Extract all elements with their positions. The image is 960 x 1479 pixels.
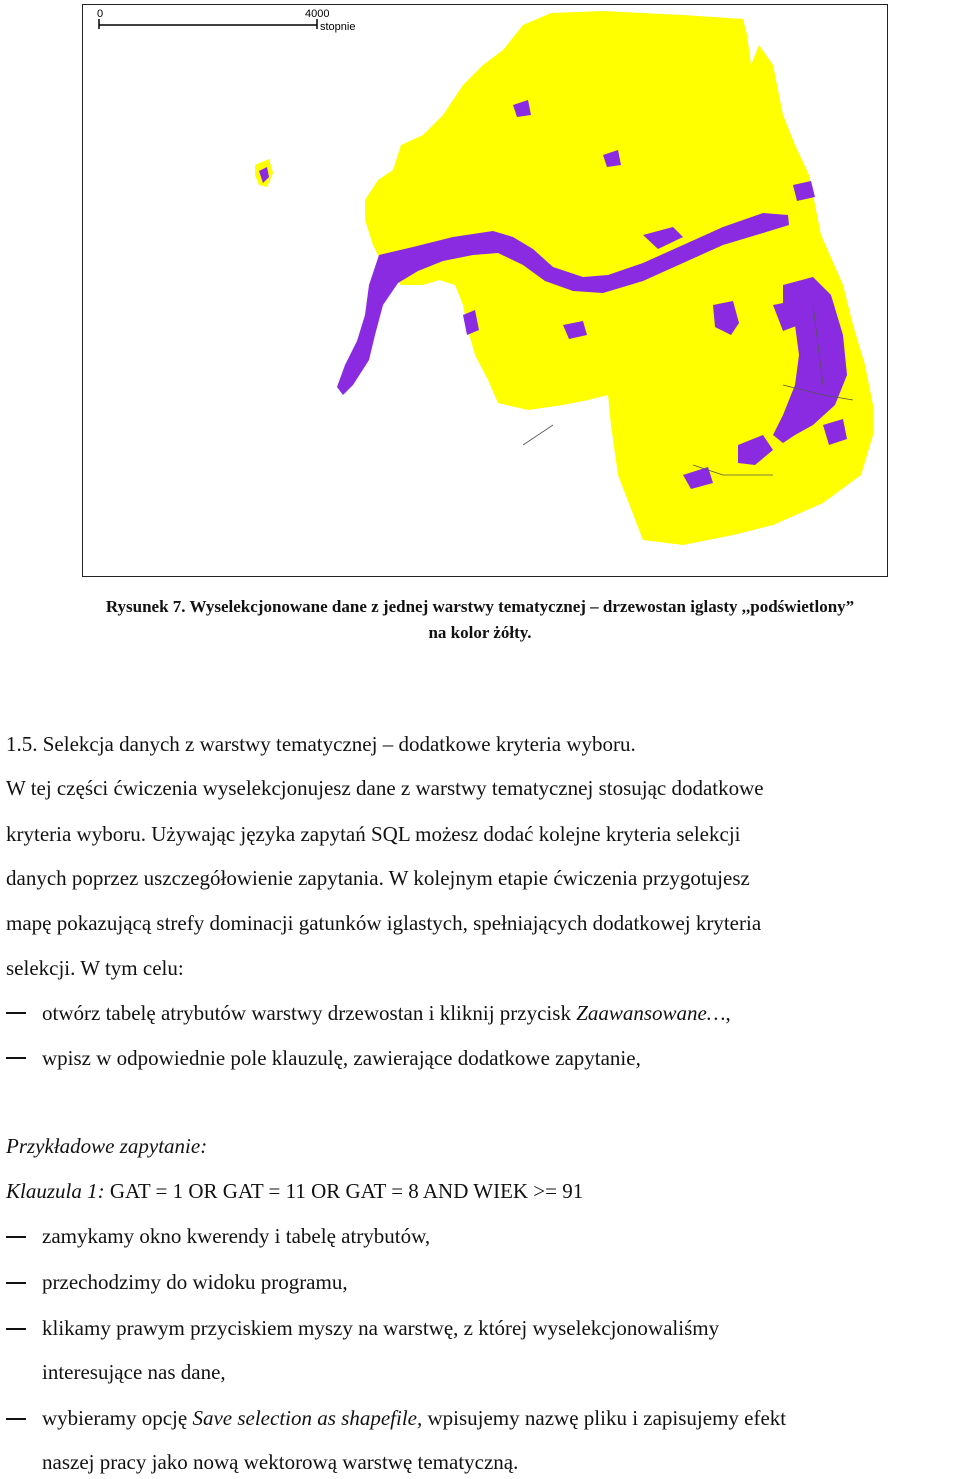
scale-start-label: 0 [97, 8, 104, 20]
list-dash [6, 1057, 26, 1059]
list-dash [6, 1282, 26, 1284]
forest-map [83, 5, 888, 577]
step-1-text: otwórz tabelę atrybutów warstwy drzewostan i kliknij przycisk [42, 1001, 577, 1025]
step-1-tail: , [725, 1001, 731, 1025]
step-1 [42, 1001, 731, 1026]
example-label-text: Przykładowe zapytanie: [6, 1134, 208, 1158]
clause-label: Klauzula 1: [6, 1179, 105, 1203]
list-dash [6, 1418, 26, 1420]
scale-unit-label: stopnie [320, 21, 356, 33]
map-figure [82, 4, 888, 577]
step-6-line-1 [42, 1406, 786, 1431]
scale-bar [99, 19, 317, 29]
list-dash [6, 1236, 26, 1238]
figure-caption-line1: Rysunek 7. Wyselekcjonowane dane z jednej warstwy tematycznej – drzewostan iglasty ,,podświetlony” [105, 597, 855, 616]
figure-caption-line2: na kolor żółty. [428, 623, 532, 642]
query-clause [6, 1179, 583, 1204]
intro-line-1: W tej części ćwiczenia wyselekcjonujesz dane z warstwy tematycznej stosując dodatkowe [6, 776, 764, 800]
scale-end-label: 4000 [305, 8, 330, 20]
section-heading: 1.5. Selekcja danych z warstwy tematycznej – dodatkowe kryteria wyboru. [6, 732, 636, 756]
step-5-line-2: interesujące nas dane, [42, 1360, 226, 1384]
intro-line-2: kryteria wyboru. Używając języka zapytań SQL możesz dodać kolejne kryteria selekcji [6, 822, 741, 846]
step-1-button-name: Zaawansowane… [576, 1001, 726, 1025]
step-4: przechodzimy do widoku programu, [42, 1270, 348, 1294]
clause-text: GAT = 1 OR GAT = 11 OR GAT = 8 AND WIEK >= 91 [104, 1179, 584, 1203]
intro-line-5: selekcji. W tym celu: [6, 956, 184, 980]
list-dash [6, 1328, 26, 1330]
example-label [6, 1134, 207, 1159]
step-3: zamykamy okno kwerendy i tabelę atrybutów, [42, 1224, 431, 1248]
step-2: wpisz w odpowiednie pole klauzulę, zawierające dodatkowe zapytanie, [42, 1046, 641, 1070]
list-dash [6, 1012, 26, 1014]
step-6-text-a: wybieramy opcję [42, 1406, 193, 1430]
step-6-text-b: wpisujemy nazwę pliku i zapisujemy efekt [422, 1406, 787, 1430]
step-5-line-1: klikamy prawym przyciskiem myszy na warstwę, z której wyselekcjonowaliśmy [42, 1316, 720, 1340]
intro-line-3: danych poprzez uszczegółowienie zapytania. W kolejnym etapie ćwiczenia przygotujesz [6, 866, 750, 890]
intro-line-4: mapę pokazującą strefy dominacji gatunków iglastych, spełniających dodatkowej kryteria [6, 911, 762, 935]
step-6-line-2: naszej pracy jako nową wektorową warstwę tematyczną. [42, 1450, 519, 1474]
step-6-option-name: Save selection as shapefile, [192, 1406, 423, 1430]
